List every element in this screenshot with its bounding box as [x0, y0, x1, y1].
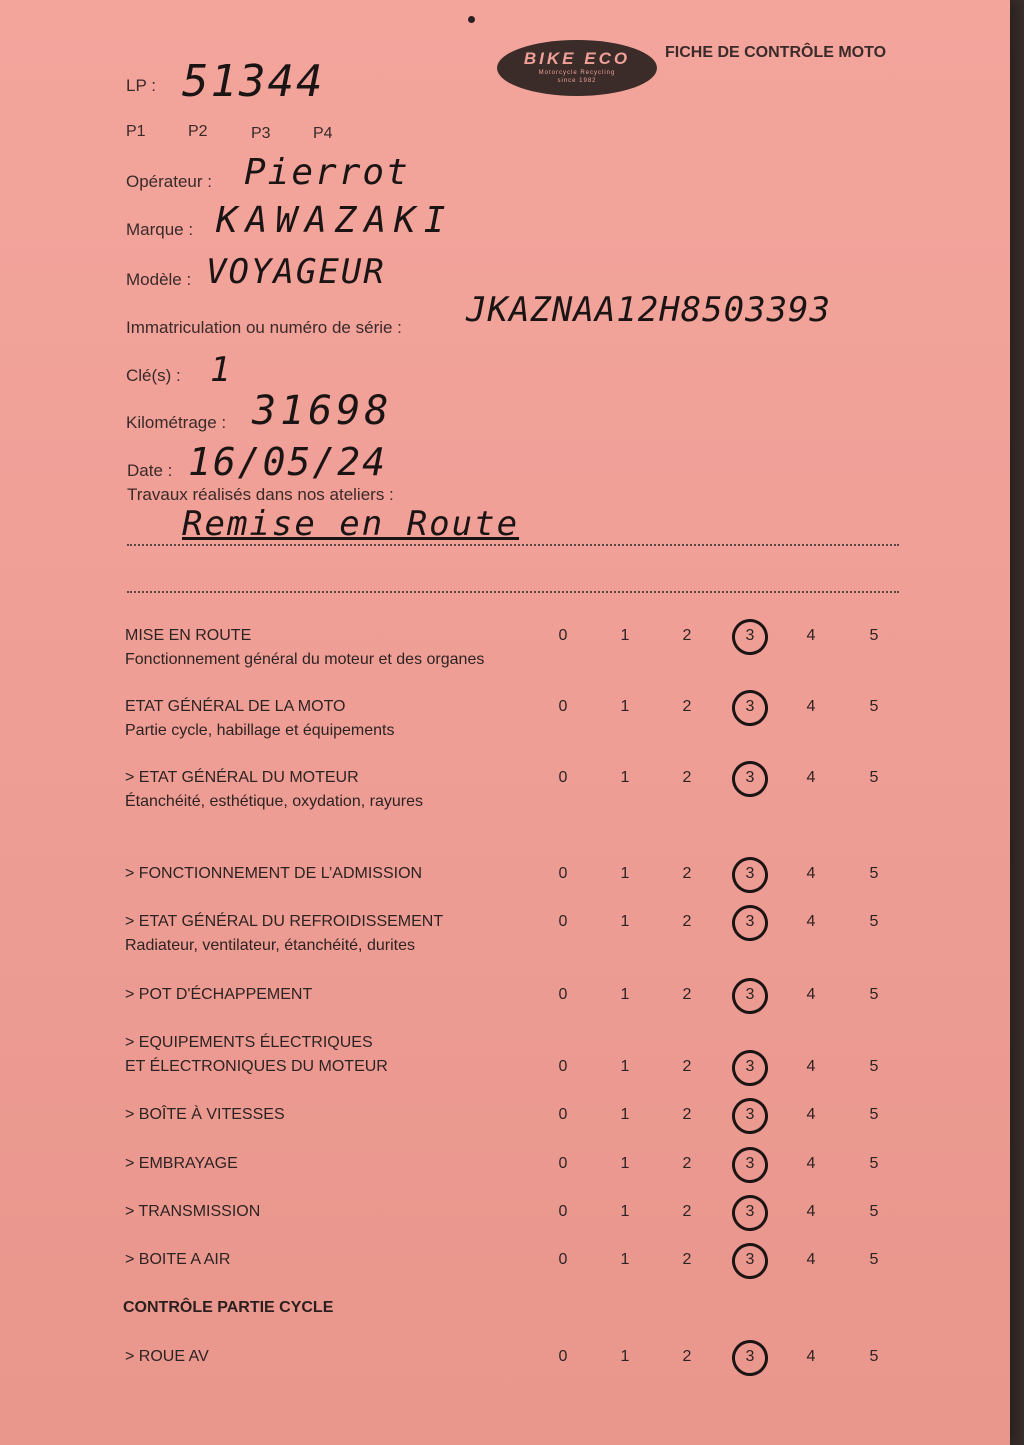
score-option-5[interactable]: 5: [869, 769, 879, 786]
score-option-4[interactable]: 4: [806, 1203, 816, 1220]
score-option-2[interactable]: 2: [682, 1203, 692, 1220]
check-row-subtitle: Partie cycle, habillage et équipements: [125, 722, 395, 739]
position-p3: P3: [251, 125, 271, 142]
works-dotted-line-1: [127, 544, 899, 546]
hole-punch-mark: [468, 16, 475, 23]
selected-score-circle: [729, 616, 772, 659]
score-option-0[interactable]: 0: [558, 913, 568, 930]
score-option-3[interactable]: 3: [745, 865, 755, 882]
score-option-5[interactable]: 5: [869, 986, 879, 1003]
serial-value: JKAZNAA12H8503393: [466, 290, 831, 330]
check-row-title: ETAT GÉNÉRAL DE LA MOTO: [125, 698, 346, 715]
score-option-1[interactable]: 1: [620, 1058, 630, 1075]
selected-score-circle: [729, 902, 772, 945]
check-row-title: > BOÎTE À VITESSES: [125, 1106, 285, 1123]
works-label: Travaux réalisés dans nos ateliers :: [127, 485, 394, 504]
keys-label: Clé(s) :: [126, 366, 181, 385]
mileage-value: 31698: [252, 388, 393, 434]
check-row-title: > FONCTIONNEMENT DE L’ADMISSION: [125, 865, 423, 882]
score-option-5[interactable]: 5: [869, 913, 879, 930]
operator-label: Opérateur :: [126, 172, 212, 191]
score-option-5[interactable]: 5: [869, 1155, 879, 1172]
sheet-title: FICHE DE CONTRÔLE MOTO: [665, 44, 887, 61]
score-option-4[interactable]: 4: [806, 986, 816, 1003]
score-option-0[interactable]: 0: [558, 698, 568, 715]
lp-label: LP :: [126, 76, 156, 95]
position-p1: P1: [126, 123, 146, 140]
score-option-1[interactable]: 1: [620, 986, 630, 1003]
score-option-3[interactable]: 3: [745, 986, 755, 1003]
check-row-title: > ROUE AV: [125, 1348, 209, 1365]
score-option-5[interactable]: 5: [869, 1251, 879, 1268]
check-row-title: > EMBRAYAGE: [125, 1155, 238, 1172]
score-option-4[interactable]: 4: [806, 1348, 816, 1365]
selected-score-circle: [729, 975, 772, 1018]
score-option-2[interactable]: 2: [682, 986, 692, 1003]
bike-eco-logo: BIKE ECO Motorcycle Recycling since 1982: [497, 40, 657, 96]
keys-value: 1: [210, 350, 233, 390]
score-option-4[interactable]: 4: [806, 1251, 816, 1268]
date-label: Date :: [127, 461, 173, 480]
selected-score-circle: [729, 1337, 772, 1380]
score-option-3[interactable]: 3: [745, 1058, 755, 1075]
check-row-subtitle: ET ÉLECTRONIQUES DU MOTEUR: [125, 1058, 388, 1075]
score-option-1[interactable]: 1: [620, 698, 630, 715]
score-option-0[interactable]: 0: [558, 627, 568, 644]
selected-score-circle: [729, 1047, 772, 1090]
score-option-4[interactable]: 4: [806, 1058, 816, 1075]
selected-score-circle: [729, 1095, 772, 1138]
works-value: Remise en Route: [182, 504, 520, 544]
score-option-1[interactable]: 1: [620, 1155, 630, 1172]
model-label: Modèle :: [126, 270, 192, 289]
score-option-5[interactable]: 5: [869, 865, 879, 882]
score-option-0[interactable]: 0: [558, 769, 568, 786]
score-option-3[interactable]: 3: [745, 913, 755, 930]
section-heading-partie-cycle: CONTRÔLE PARTIE CYCLE: [123, 1299, 334, 1316]
score-option-0[interactable]: 0: [558, 1155, 568, 1172]
score-option-0[interactable]: 0: [558, 1203, 568, 1220]
score-option-1[interactable]: 1: [620, 627, 630, 644]
score-option-2[interactable]: 2: [682, 1106, 692, 1123]
selected-score-circle: [729, 1192, 772, 1235]
score-option-0[interactable]: 0: [558, 1106, 568, 1123]
score-option-4[interactable]: 4: [806, 1106, 816, 1123]
selected-score-circle: [729, 758, 772, 801]
score-option-5[interactable]: 5: [869, 627, 879, 644]
score-option-1[interactable]: 1: [620, 769, 630, 786]
position-p4: P4: [313, 125, 333, 142]
score-option-0[interactable]: 0: [558, 1251, 568, 1268]
score-option-1[interactable]: 1: [620, 913, 630, 930]
score-option-0[interactable]: 0: [558, 986, 568, 1003]
score-option-2[interactable]: 2: [682, 1251, 692, 1268]
score-option-4[interactable]: 4: [806, 627, 816, 644]
score-option-3[interactable]: 3: [745, 698, 755, 715]
check-row-title: MISE EN ROUTE: [125, 627, 252, 644]
brand-label: Marque :: [126, 220, 194, 239]
selected-score-circle: [729, 854, 772, 897]
check-row-subtitle: Fonctionnement général du moteur et des organes: [125, 651, 485, 668]
model-value: VOYAGEUR: [206, 252, 386, 292]
selected-score-circle: [729, 687, 772, 730]
check-row-title: > EQUIPEMENTS ÉLECTRIQUES: [125, 1034, 373, 1051]
score-option-3[interactable]: 3: [745, 1106, 755, 1123]
score-option-5[interactable]: 5: [869, 1203, 879, 1220]
score-option-4[interactable]: 4: [806, 913, 816, 930]
score-option-2[interactable]: 2: [682, 1155, 692, 1172]
check-row-title: > TRANSMISSION: [125, 1203, 261, 1220]
check-row-title: > BOITE A AIR: [125, 1251, 231, 1268]
score-option-1[interactable]: 1: [620, 1251, 630, 1268]
score-option-2[interactable]: 2: [682, 1348, 692, 1365]
position-p2: P2: [188, 123, 208, 140]
check-row-subtitle: Radiateur, ventilateur, étanchéité, durites: [125, 937, 415, 954]
score-option-2[interactable]: 2: [682, 1058, 692, 1075]
score-option-4[interactable]: 4: [806, 865, 816, 882]
score-option-4[interactable]: 4: [806, 698, 816, 715]
score-option-3[interactable]: 3: [745, 1203, 755, 1220]
lp-value: 51344: [182, 56, 325, 107]
check-row-title: > ETAT GÉNÉRAL DU REFROIDISSEMENT: [125, 913, 444, 930]
selected-score-circle: [729, 1240, 772, 1283]
score-option-2[interactable]: 2: [682, 627, 692, 644]
score-option-3[interactable]: 3: [745, 1251, 755, 1268]
score-option-3[interactable]: 3: [745, 1155, 755, 1172]
score-option-5[interactable]: 5: [869, 1058, 879, 1075]
date-value: 16/05/24: [188, 440, 388, 484]
score-option-0[interactable]: 0: [558, 865, 568, 882]
score-option-4[interactable]: 4: [806, 1155, 816, 1172]
score-option-5[interactable]: 5: [869, 698, 879, 715]
score-option-3[interactable]: 3: [745, 1348, 755, 1365]
score-option-5[interactable]: 5: [869, 1348, 879, 1365]
operator-value: Pierrot: [244, 152, 410, 193]
check-row-title: > POT D'ÉCHAPPEMENT: [125, 986, 313, 1003]
score-option-2[interactable]: 2: [682, 865, 692, 882]
score-option-2[interactable]: 2: [682, 913, 692, 930]
score-option-0[interactable]: 0: [558, 1348, 568, 1365]
score-option-0[interactable]: 0: [558, 1058, 568, 1075]
selected-score-circle: [729, 1144, 772, 1187]
score-option-2[interactable]: 2: [682, 698, 692, 715]
score-option-3[interactable]: 3: [745, 769, 755, 786]
check-row-title: > ETAT GÉNÉRAL DU MOTEUR: [125, 769, 359, 786]
score-option-3[interactable]: 3: [745, 627, 755, 644]
score-option-1[interactable]: 1: [620, 865, 630, 882]
score-option-2[interactable]: 2: [682, 769, 692, 786]
score-option-1[interactable]: 1: [620, 1106, 630, 1123]
score-option-1[interactable]: 1: [620, 1203, 630, 1220]
score-option-5[interactable]: 5: [869, 1106, 879, 1123]
works-dotted-line-2: [127, 591, 899, 593]
mileage-label: Kilométrage :: [126, 413, 227, 432]
brand-value: KAWAZAKI: [216, 200, 454, 241]
serial-label: Immatriculation ou numéro de série :: [126, 318, 402, 337]
score-option-4[interactable]: 4: [806, 769, 816, 786]
check-row-subtitle: Étanchéité, esthétique, oxydation, rayures: [125, 793, 423, 810]
score-option-1[interactable]: 1: [620, 1348, 630, 1365]
